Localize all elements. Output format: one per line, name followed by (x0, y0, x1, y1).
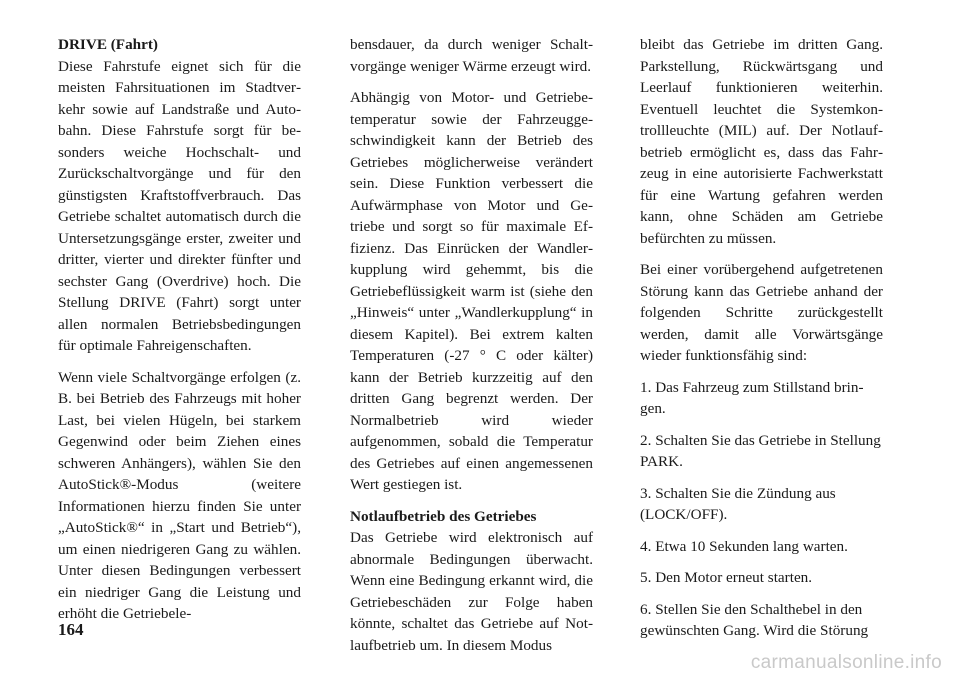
drive-heading: DRIVE (Fahrt) (58, 36, 158, 53)
limp-mode-section (350, 506, 593, 657)
text-column-3 (640, 34, 883, 652)
reset-step-4: 4. Etwa 10 Sekunden lang warten. (640, 537, 848, 555)
reset-step-1: 1. Das Fahrzeug zum Stillstand bringen. (640, 378, 864, 417)
temperature-paragraph: Abhängig von Motor- und Getriebetemperatur sowie der Fahrzeuggeschwindigkeit kann der Betrieb des Getriebes möglicherweise verändert sein. Diese Funktion verbessert die Aufwärmphase von Motor und Getriebe und sorgt so für maximale Effizienz. Das Einrücken der Wandlerkupplung wird gehemmt, bis die Getriebeflüssigkeit warm ist (siehe den „Hinweis“ unter „Wandlerkupplung“ in diesem Kapitel). Bei extrem kalten Temperaturen (-27 ° C oder kälter) kann der Betrieb kurzzeitig auf den dritten Gang begrenzt werden. Der Normalbetrieb wird wieder aufgenommen, sobald die Temperatur des Getriebes auf einen angemessenen Wert gestiegen ist. (350, 89, 593, 493)
limp-mode-paragraph-continued: bleibt das Getriebe im dritten Gang. Parkstellung, Rückwärtsgang und Leerlauf funktionieren weiterhin. Eventuell leuchtet die Systemkontrollleuchte (MIL) auf. Der Notlaufbetrieb ermöglicht es, dass das Fahrzeug in eine autorisierte Fachwerkstatt für eine Wartung gefahren werden kann, ohne Schäden am Getriebe befürchten zu müssen. (640, 36, 883, 247)
reset-step-3: 3. Schalten Sie die Zündung aus (LOCK/OFF). (640, 484, 836, 523)
limp-mode-heading: Notlaufbetrieb des Getriebes (350, 507, 537, 525)
reset-step-6: 6. Stellen Sie den Schalthebel in den gewünschten Gang. Wird die Störung (640, 600, 869, 639)
text-column-1 (58, 34, 301, 635)
page-number: 164 (58, 620, 84, 639)
drive-section (58, 34, 301, 357)
watermark: carmanualsonline.info (750, 652, 942, 673)
limp-mode-paragraph: Das Getriebe wird elektronisch auf abnormale Bedingungen überwacht. Wenn eine Bedingung erkannt wird, die Getriebeschäden zur Folge haben könnte, schaltet das Getriebe auf Notlaufbetrieb um. In diesem Modus (350, 529, 593, 654)
text-column-2 (350, 34, 593, 666)
reset-step-2: 2. Schalten Sie das Getriebe in Stellung PARK. (640, 431, 881, 470)
drive-paragraph-2: Wenn viele Schaltvorgänge erfolgen (z. B. bei Betrieb des Fahrzeugs mit hoher Last, bei vielen Hügeln, bei starkem Gegenwind oder beim Ziehen eines schweren Anhängers), wählen Sie den AutoStick®-Modus (weitere Informationen hierzu finden Sie unter „AutoStick®“ in „Start und Betrieb“), um einen niedrigeren Gang zu wählen. Unter diesen Bedingungen verbessert ein niedriger Gang die Leistung und erhöht die Getriebele- (58, 368, 301, 622)
reset-step-5: 5. Den Motor erneut starten. (640, 569, 813, 586)
drive-paragraph-2-continued: bensdauer, da durch weniger Schaltvorgänge weniger Wärme erzeugt wird. (350, 36, 593, 75)
drive-paragraph-1: Diese Fahrstufe eignet sich für die meisten Fahrsituationen im Stadtverkehr sowie auf Landstraße und Autobahn. Diese Fahrstufe sorgt für besonders weiche Hochschalt- und Zurückschaltvorgänge und für den günstigsten Kraftstoffverbrauch. Das Getriebe schaltet automatisch durch die Untersetzungsgänge erster, zweiter und dritter, vierter und direkter fünfter und sechster Gang (Overdrive) hoch. Die Stellung DRIVE (Fahrt) sorgt unter allen normalen Betriebsbedingungen für optimale Fahreigenschaften. (58, 57, 301, 354)
reset-intro-paragraph: Bei einer vorübergehend aufgetretenen Störung kann das Getriebe anhand der folgenden Schritte zurückgestellt werden, damit alle Vorwärtsgänge wieder funktionsfähig sind: (640, 261, 883, 364)
